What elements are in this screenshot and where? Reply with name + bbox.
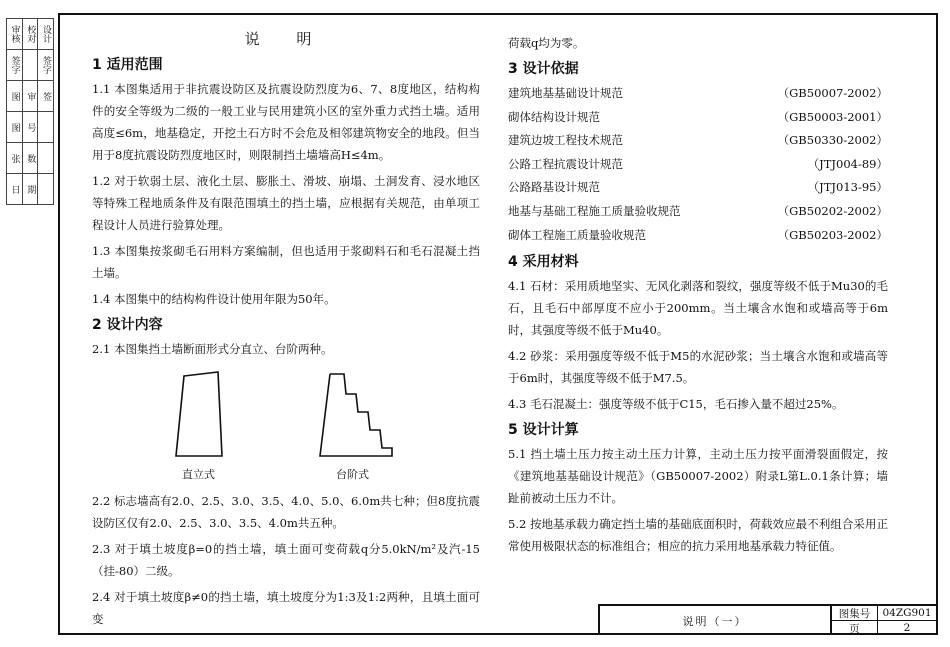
paragraph-2-4: 2.4 对于填土坡度β≠0的挡土墙，填土坡度分为1:3及1:2两种，且填土面可变: [92, 590, 480, 626]
section-heading-materials: 4 采用材料: [508, 254, 579, 271]
sidebar-row: [6, 80, 54, 111]
sidebar-cell: 审: [23, 81, 39, 111]
paragraph-2-3: 2.3 对于填土坡度β=0的挡土墙，填土面可变荷载q分5.0kN/m²及汽-15（挂-80）二级。: [92, 542, 480, 578]
reference-name: 公路路基设计规范: [508, 180, 600, 195]
sidebar-cell: [38, 174, 53, 204]
reference-code: （GB50330-2002）: [777, 133, 888, 148]
sidebar-cell: [38, 112, 53, 142]
sidebar-row: [6, 49, 54, 80]
reference-code: （JTJ004-89）: [807, 156, 888, 171]
sidebar-cell: 签字: [7, 50, 23, 80]
sidebar-cell: 签字: [41, 56, 52, 74]
reference-name: 砌体工程施工质量验收规范: [508, 227, 646, 242]
paragraph-2-1: 2.1 本图集挡土墙断面形式分直立、台阶两种。: [92, 342, 333, 356]
page-number: 2: [903, 622, 911, 634]
sidebar-cell: 期: [23, 174, 39, 204]
paragraph-1-3: 1.3 本图集按浆砌毛石用料方案编制，但也适用于浆砌料石和毛石混凝土挡土墙。: [92, 244, 480, 280]
reference-item: [508, 153, 888, 177]
page-title: 说 明: [244, 30, 328, 48]
vertical-wall-outline: [176, 372, 222, 456]
section-heading-calculation: 5 设计计算: [508, 422, 579, 439]
paragraph-4-3: 4.3 毛石混凝土：强度等级不低于C15，毛石掺入量不超过25%。: [508, 397, 844, 412]
sidebar-cell: [23, 50, 39, 80]
sidebar-cell: 张: [7, 143, 23, 173]
sidebar-cell: 校对: [23, 19, 39, 49]
wall-section-figures: [92, 364, 480, 484]
reference-item: [508, 106, 888, 130]
paragraph-1-1: 1.1 本图集适用于非抗震设防区及抗震设防烈度为6、7、8度地区，结构构件的安全等级为二级的一般工业与民用建筑小区的室外重力式挡土墙。适用高度≤6m，地基稳定，开挖土石方时不会危及相邻建筑物安全的地段。但当用于8度抗震设防烈度地区时，则限制挡土墙墙高H≤4m。: [92, 82, 480, 162]
left-column: [92, 28, 480, 634]
figure-caption-vertical: 直立式: [182, 468, 215, 481]
paragraph-2-2: 2.2 标志墙高有2.0、2.5、3.0、3.5、4.0、5.0、6.0m共七种；但8度抗震设防区仅有2.0、2.5、3.0、3.5、4.0m共五种。: [92, 494, 480, 530]
reference-name: 公路工程抗震设计规范: [508, 156, 623, 171]
page-label: 页: [832, 621, 878, 635]
sidebar-cell: 日: [7, 174, 23, 204]
reference-code: （GB50203-2002）: [777, 227, 888, 242]
reference-item: [508, 129, 888, 153]
sidebar-cell: 数: [23, 143, 39, 173]
sidebar-cell: 审核: [7, 19, 23, 49]
sheet-name: 说明（一）: [600, 606, 832, 635]
atlas-number: 04ZG901: [878, 606, 936, 621]
paragraph-continued: 荷载q均为零。: [508, 36, 585, 50]
right-column: [508, 32, 888, 561]
stepped-wall-outline: [320, 374, 392, 456]
paragraph-1-2: 1.2 对于软弱土层、液化土层、膨胀土、滑坡、崩塌、土洞发育、浸水地区等特殊工程地质条件及有限范围填土的挡土墙，应根据有关规范，由单项工程设计人员进行验算处理。: [92, 174, 480, 232]
atlas-number-label: 图集号: [832, 606, 878, 621]
sidebar-cell: 签: [41, 91, 52, 101]
figure-caption-stepped: 台阶式: [336, 468, 369, 481]
section-heading-scope: 1 适用范围: [92, 57, 163, 73]
reference-name: 砌体结构设计规范: [508, 109, 600, 124]
reference-list: [508, 82, 888, 247]
reference-item: [508, 176, 888, 200]
reference-item: [508, 82, 888, 106]
sidebar-row: [6, 18, 54, 49]
reference-code: （GB50007-2002）: [777, 86, 888, 100]
reference-name: 建筑地基基础设计规范: [508, 86, 623, 100]
reference-code: （GB50003-2001）: [777, 109, 888, 124]
reference-code: （JTJ013-95）: [807, 180, 888, 195]
reference-code: （GB50202-2002）: [777, 203, 888, 218]
reference-item: [508, 224, 888, 248]
sidebar-cell: 设计: [41, 25, 52, 43]
binding-sidebar: [6, 18, 54, 218]
section-heading-basis: 3 设计依据: [508, 61, 579, 77]
sidebar-row: [6, 173, 54, 205]
paragraph-5-1: 5.1 挡土墙土压力按主动土压力计算，主动土压力按平面滑裂面假定，按《建筑地基基础设计规范》（GB50007-2002）附录L第L.0.1条计算；墙趾前被动土压力不计。: [508, 447, 888, 506]
title-block: [598, 604, 936, 635]
paragraph-4-1: 4.1 石材：采用质地坚实、无风化剥落和裂纹，强度等级不低于Mu30的毛石，且毛石中部厚度不应小于200mm。当土壤含水饱和或墙高等于6m时，其强度等级不低于Mu40。: [508, 279, 888, 338]
wall-section-drawings: [92, 364, 480, 484]
sidebar-cell: 图: [7, 112, 23, 142]
paragraph-5-2: 5.2 按地基承载力确定挡土墙的基础底面积时，荷载效应最不利组合采用正常使用极限状态的标准组合；相应的抗力采用地基承载力特征值。: [508, 517, 888, 554]
sidebar-cell: 号: [23, 112, 39, 142]
reference-item: [508, 200, 888, 224]
paragraph-1-4: 1.4 本图集中的结构构件设计使用年限为50年。: [92, 292, 336, 306]
sidebar-cell: [38, 143, 53, 173]
sidebar-cell: 图: [7, 81, 23, 111]
sidebar-row: [6, 111, 54, 142]
section-heading-design-content: 2 设计内容: [92, 317, 163, 333]
sidebar-row: [6, 142, 54, 173]
reference-name: 建筑边坡工程技术规范: [508, 133, 623, 148]
reference-name: 地基与基础工程施工质量验收规范: [508, 203, 681, 218]
paragraph-4-2: 4.2 砂浆：采用强度等级不低于M5的水泥砂浆；当土壤含水饱和或墙高等于6m时，其强度等级不低于M7.5。: [508, 349, 888, 386]
title-block-grid: [832, 606, 936, 635]
